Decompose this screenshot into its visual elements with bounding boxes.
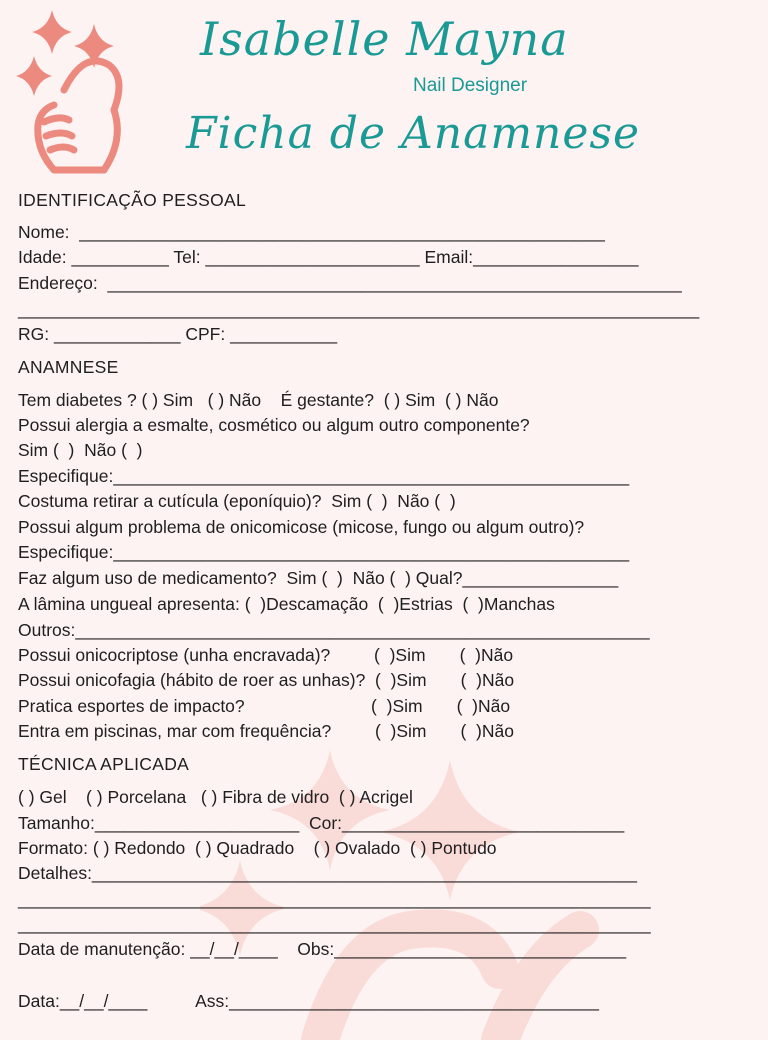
field-idade-tel-email: Idade: __________ Tel: ______________________ Email:_________________ [18, 247, 639, 267]
document-title: Ficha de Anamnese [186, 108, 641, 159]
section-tecnica: TÉCNICA APLICADA [18, 754, 190, 774]
question-lamina-ungueal: A lâmina ungueal apresenta: ( )Descamação ( )Estrias ( )Manchas [18, 594, 555, 614]
brand-name: Isabelle Mayna [200, 12, 569, 66]
question-diabetes-gestante: Tem diabetes ? ( ) Sim ( ) Não É gestante? ( ) Sim ( ) Não [18, 390, 499, 410]
question-medicamento: Faz algum uso de medicamento? Sim ( ) Não ( ) Qual?________________ [18, 568, 619, 588]
field-data-assinatura: Data:__/__/____ Ass:______________________________________ [18, 991, 599, 1011]
question-alergia-options: Sim ( ) Não ( ) [18, 440, 143, 460]
question-onicomicose: Possui algum problema de onicomicose (micose, fungo ou algum outro)? [18, 517, 585, 537]
section-anamnese: ANAMNESE [18, 357, 119, 377]
field-endereco-line2: ______________________________________________________________________ [18, 299, 700, 319]
section-identification: IDENTIFICAÇÃO PESSOAL [18, 190, 247, 210]
heart-hand-icon [14, 10, 144, 180]
field-endereco: Endereço: ___________________________________________________________ [18, 273, 682, 293]
question-cuticula: Costuma retirar a cutícula (eponíquio)? Sim ( ) Não ( ) [18, 491, 456, 511]
field-rg-cpf: RG: _____________ CPF: ___________ [18, 324, 338, 344]
field-detalhes: Detalhes:________________________________________________________ [18, 863, 637, 883]
question-piscinas: Entra em piscinas, mar com frequência? ( )Sim ( )Não [18, 721, 514, 741]
field-especifique-onicomicose: Especifique:_____________________________________________________ [18, 542, 630, 562]
field-nome: Nome: ______________________________________________________ [18, 222, 605, 242]
options-formato: Formato: ( ) Redondo ( ) Quadrado ( ) Ovalado ( ) Pontudo [18, 838, 497, 858]
field-tamanho-cor: Tamanho:_____________________ Cor:_____________________________ [18, 813, 625, 833]
question-onicofagia: Possui onicofagia (hábito de roer as unhas)? ( )Sim ( )Não [18, 670, 515, 690]
field-manutencao-obs: Data de manutenção: __/__/____ Obs:______________________________ [18, 939, 627, 959]
brand-subtitle: Nail Designer [413, 75, 528, 96]
field-detalhes-line2: _________________________________________________________________ [18, 889, 651, 909]
field-detalhes-line3: _________________________________________________________________ [18, 914, 651, 934]
field-outros: Outros:___________________________________________________________ [18, 620, 650, 640]
field-especifique-alergia: Especifique:_____________________________________________________ [18, 466, 630, 486]
question-esportes: Pratica esportes de impacto? ( )Sim ( )Não [18, 696, 511, 716]
options-tecnica: ( ) Gel ( ) Porcelana ( ) Fibra de vidro ( ) Acrigel [18, 787, 413, 807]
question-alergia: Possui alergia a esmalte, cosmético ou algum outro componente? [18, 415, 530, 435]
question-onicocriptose: Possui onicocriptose (unha encravada)? ( )Sim ( )Não [18, 645, 514, 665]
